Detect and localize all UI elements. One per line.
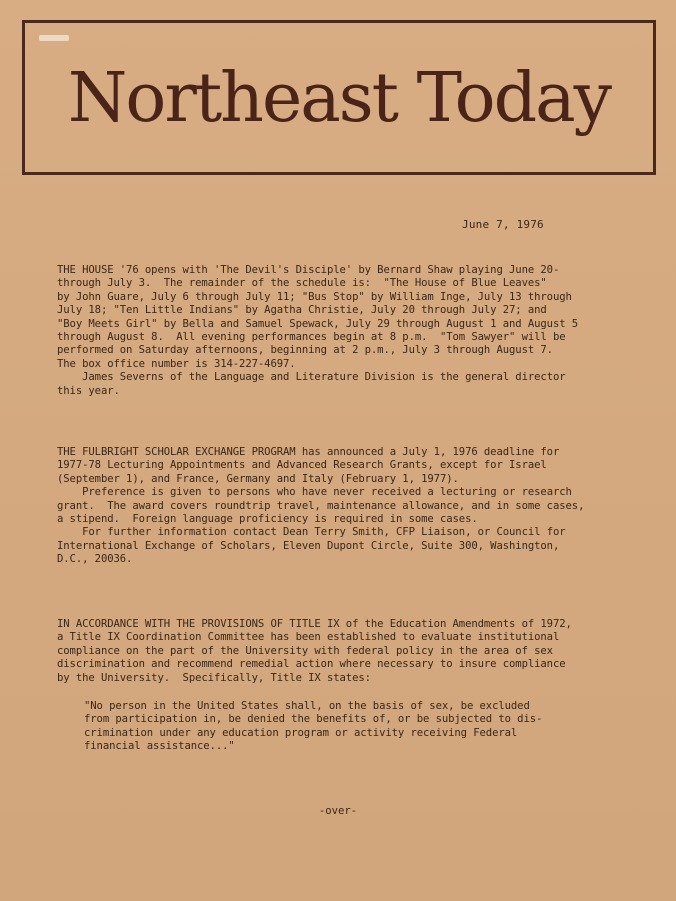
- title-ix-quote: "No person in the United States shall, on the basis of sex, be excluded from participation in, be denied the benefits of, or be subjected to dis- crimination under any education program or activity receiving Federal financial assistance...": [84, 700, 543, 753]
- masthead-frame: [22, 20, 656, 175]
- masthead-stamp-mark: [39, 35, 69, 41]
- masthead-title: Northeast Today: [67, 59, 611, 138]
- article-fulbright: THE FULBRIGHT SCHOLAR EXCHANGE PROGRAM has announced a July 1, 1976 deadline for 1977-78 Lecturing Appointments and Advanced Research Grants, except for Israel (September 1), and France, Germany and Italy (February 1, 1977). Preference is given to persons who have never received a lecturing or research grant. The award covers roundtrip travel, maintenance allowance, and in some cases, a stipend. Foreign language proficiency is required in some cases. For further information contact Dean Terry Smith, CFP Liaison, or Council for International Exchange of Scholars, Eleven Dupont Circle, Suite 300, Washington, D.C., 20036.: [57, 446, 585, 566]
- issue-date: June 7, 1976: [462, 218, 544, 231]
- page-footer-over: -over-: [318, 805, 358, 817]
- article-summer-theatre: THE HOUSE '76 opens with 'The Devil's Disciple' by Bernard Shaw playing June 20- through July 3. The remainder of the schedule is: "The House of Blue Leaves" by John Guare, July 6 through July 11; "Bus Stop" by William Inge, July 13 through July 18; "Ten Little Indians" by Agatha Christie, July 20 through July 27; and "Boy Meets Girl" by Bella and Samuel Spewack, July 29 through August 1 and August 5 through August 8. All evening performances begin at 8 p.m. "Tom Sawyer" will be performed on Saturday afternoons, beginning at 2 p.m., July 3 through August 7. The box office number is 314-227-4697. James Severns of the Language and Literature Division is the general director this year.: [57, 264, 579, 397]
- article-title-ix: IN ACCORDANCE WITH THE PROVISIONS OF TITLE IX of the Education Amendments of 1972, a Title IX Coordination Committee has been established to evaluate institutional compliance on the part of the University with federal policy in the area of sex discrimination and recommend remedial action where necessary to insure compliance by the University. Specifically, Title IX states:: [57, 618, 572, 684]
